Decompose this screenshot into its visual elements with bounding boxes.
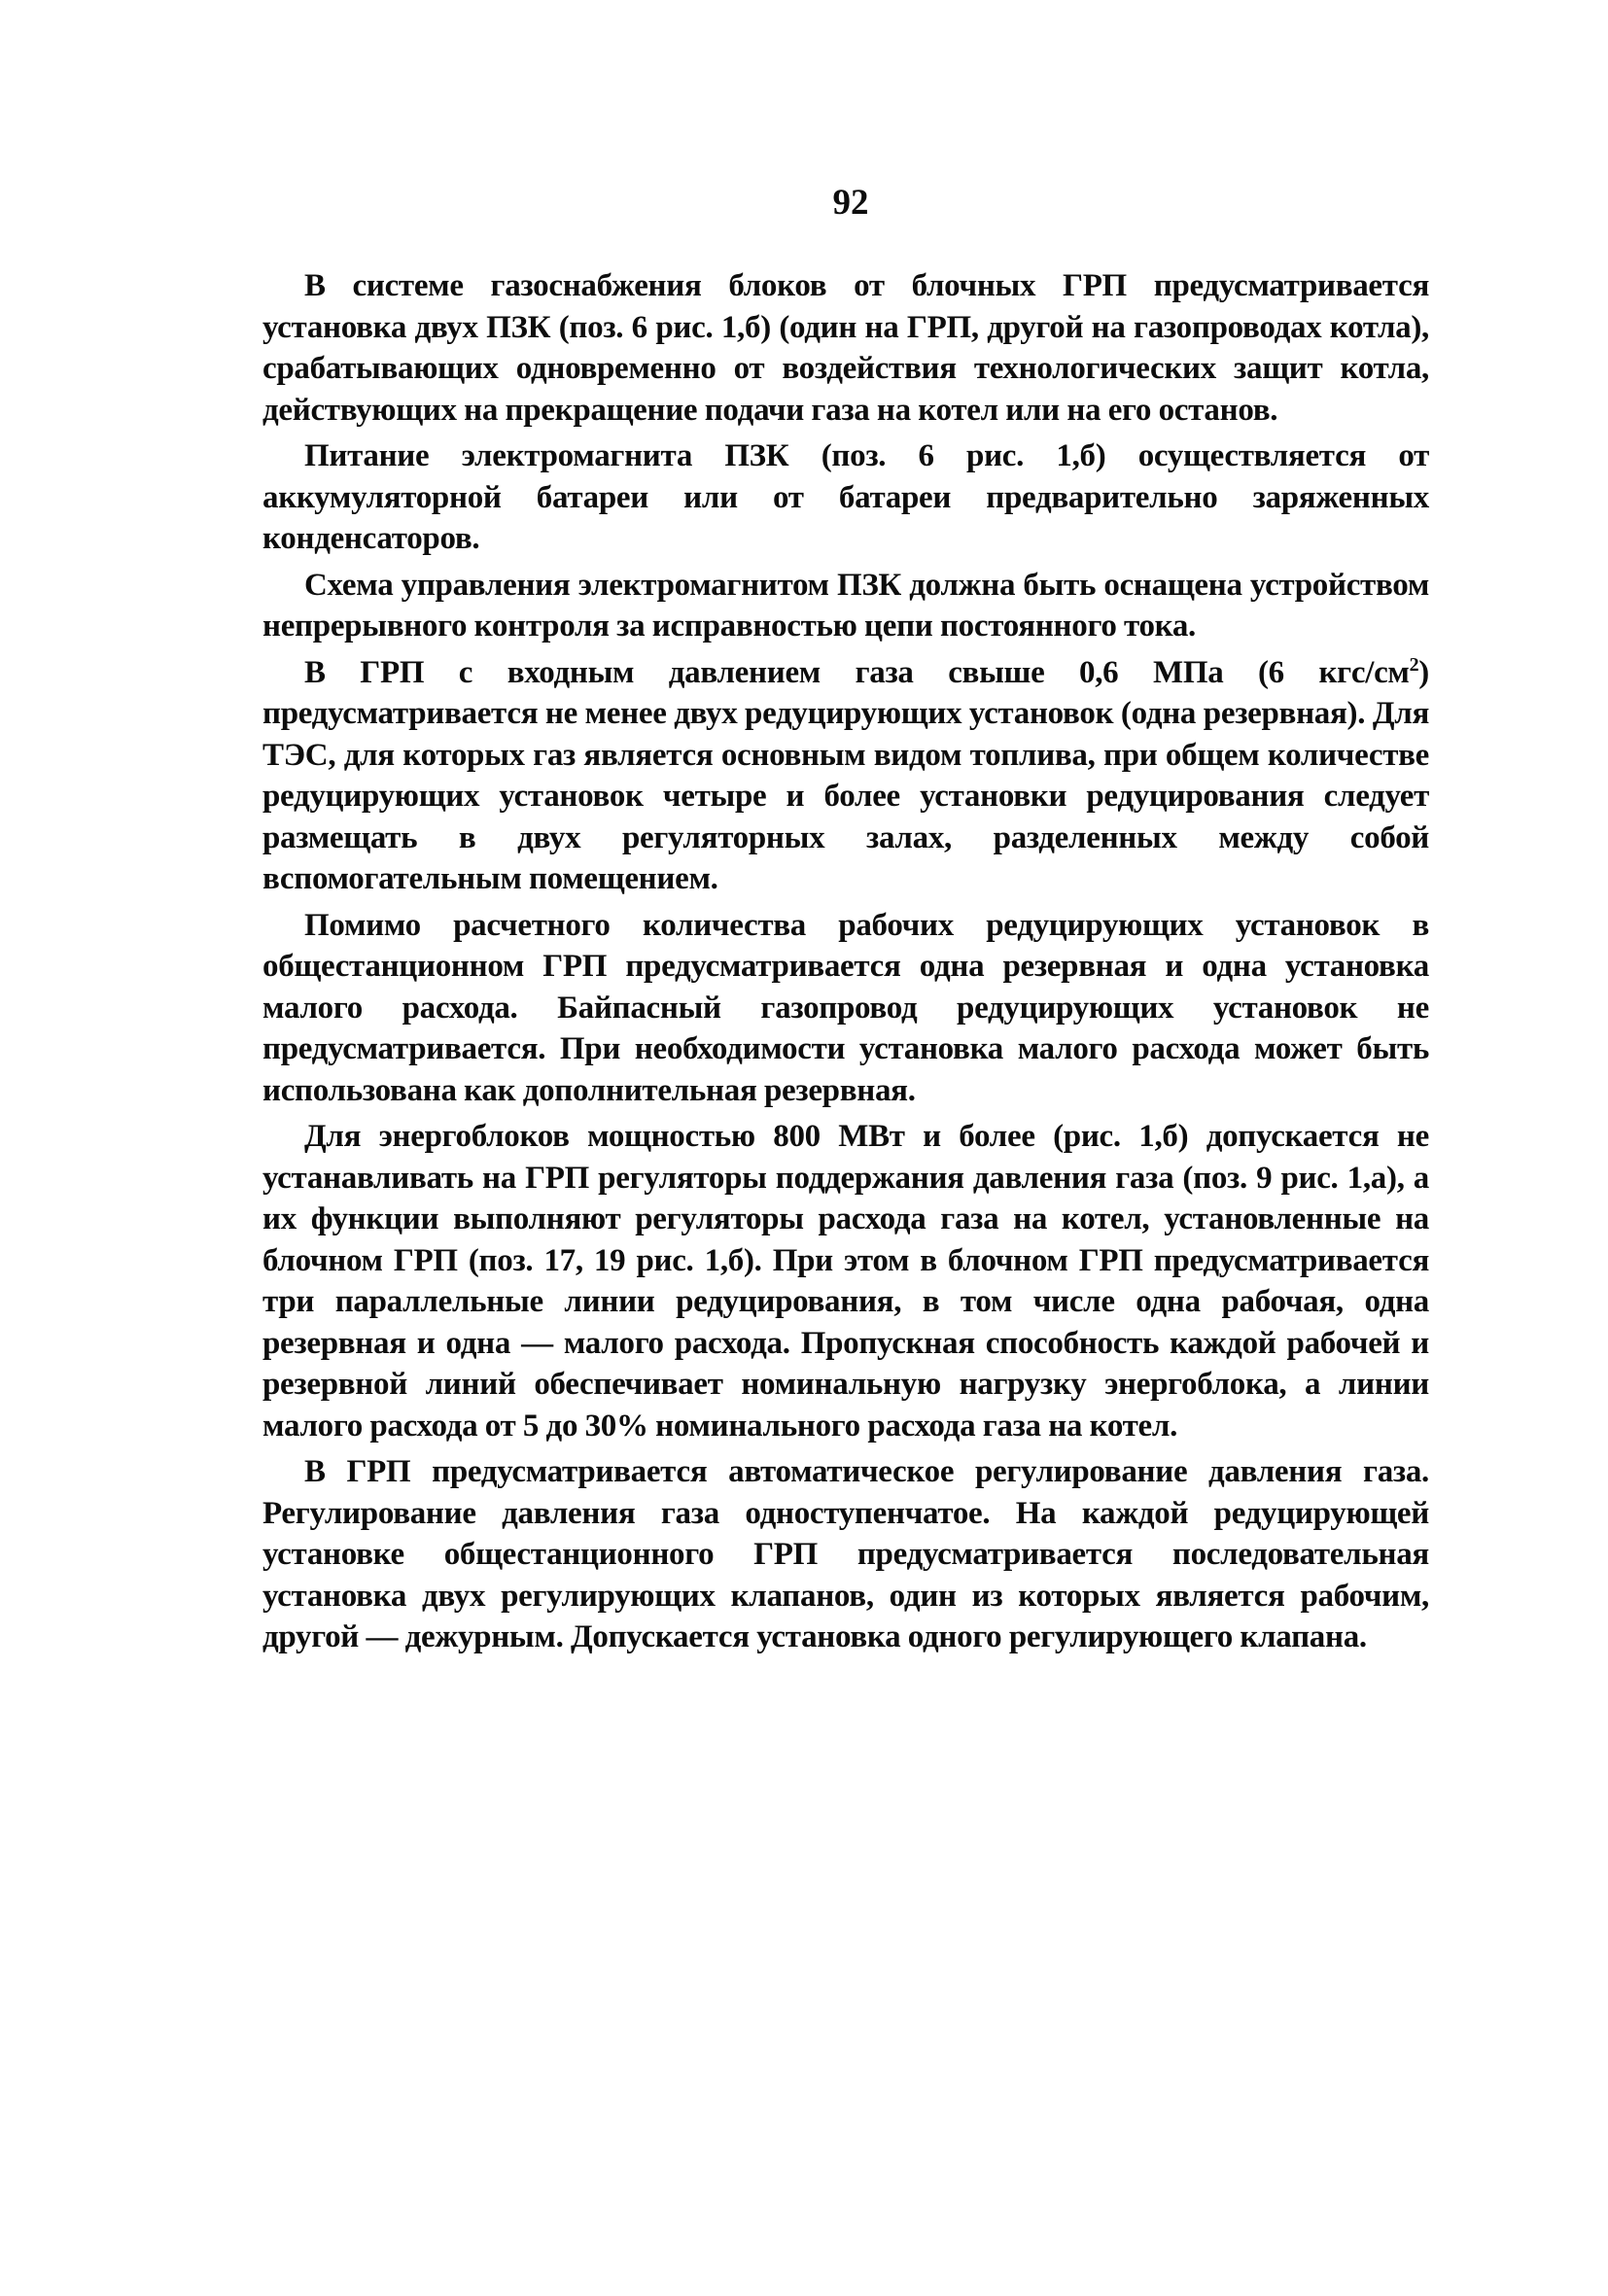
paragraph-1: В системе газоснабжения блоков от блочных ГРП предусматривается установка двух ПЗК (поз. 6 рис. 1,б) (один на ГРП, другой на газопроводах котла), срабатывающих одновременно от воздействия технологических защит котла, действующих на прекращение подачи газа на котел или на его останов. xyxy=(262,268,1429,428)
paragraph-6: Для энергоблоков мощностью 800 МВт и более (рис. 1,б) допускается не устанавливать на ГРП регуляторы поддержания давления газа (поз. 9 рис. 1,а), а их функции выполняют регуляторы расхода газа на котел, установленные на блочном ГРП (поз. 17, 19 рис. 1,б). При этом в блочном ГРП предусматривается три параллельные линии редуцирования, в том числе одна рабочая, одна резервная и одна — малого расхода. Пропускная способность каждой рабочей и резервной линий обеспечивает номинальную нагрузку энергоблока, а линии малого расхода от 5 до 30% номинального расхода газа на котел. xyxy=(262,1119,1429,1444)
paragraph-7: В ГРП предусматривается автоматическое регулирование давления газа. Регулирование давления газа одноступенчатое. На каждой редуцирующей установке общестанционного ГРП предусматривается последовательная установка двух регулирующих клапанов, один из которых является рабочим, другой — дежурным. Допускается установка одного регулирующего клапана. xyxy=(262,1454,1429,1654)
paragraph-5: Помимо расчетного количества рабочих редуцирующих установок в общестанционном ГРП предусматривается одна резервная и одна установка малого расхода. Байпасный газопровод редуцирующих установок не предусматривается. При необходимости установка малого расхода может быть использована как дополнительная резервная. xyxy=(262,907,1429,1108)
paragraph-4 xyxy=(262,652,1429,900)
paragraph-3: Схема управления электромагнитом ПЗК должна быть оснащена устройством непрерывного контроля за исправностью цепи постоянного тока. xyxy=(262,567,1429,644)
paragraph-4-superscript: 2 xyxy=(1409,653,1419,676)
page-number: 92 xyxy=(832,183,869,223)
paragraph-2: Питание электромагнита ПЗК (поз. 6 рис. 1,б) осуществляется от аккумуляторной батареи или от батареи предварительно заряженных конденсаторов. xyxy=(262,438,1429,556)
paragraph-4-text-after: ) предусматривается не менее двух редуцирующих установок (одна резервная). Для ТЭС, для которых газ является основным видом топлива, при общем количестве редуцирующих установок четыре и более установки редуцирования следует размещать в двух регуляторных залах, разделенных между собой вспомогательным помещением. xyxy=(262,654,1429,896)
document-page xyxy=(262,185,1429,2129)
paragraph-4-text-before: В ГРП с входным давлением газа свыше 0,6 МПа (6 кгс/см xyxy=(304,654,1410,690)
